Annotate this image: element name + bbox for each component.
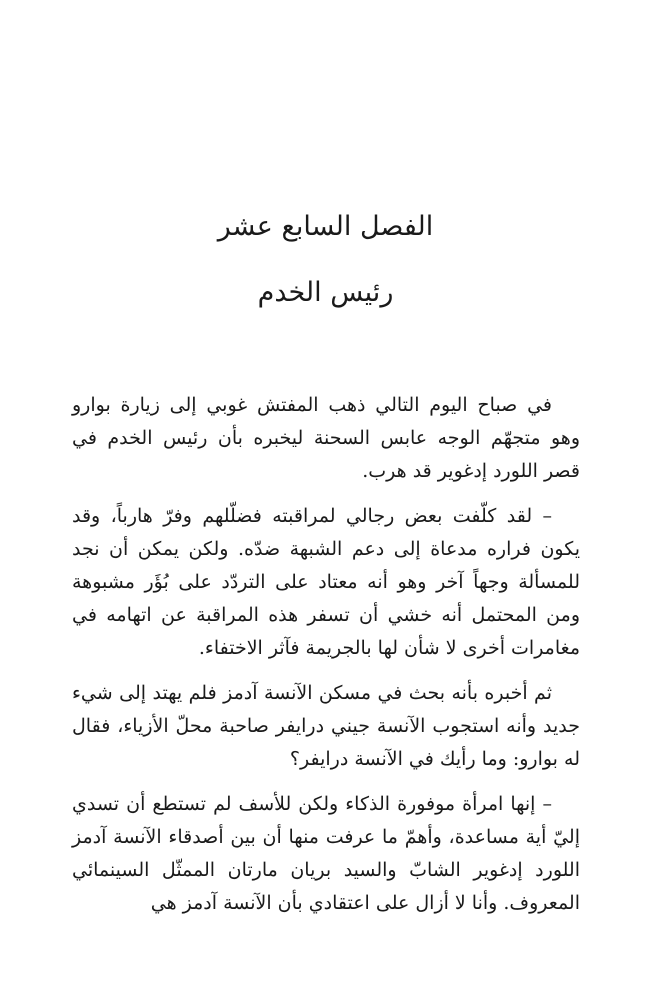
body-text [72, 389, 580, 932]
paragraph: ثم أخبره بأنه بحث في مسكن الآنسة آدمز فلم يهتد إلى شيء جديد وأنه استجوب الآنسة جيني درايفر صاحبة محلّ الأزياء، فقال له بوارو: وما رأيك في الآنسة درايفر؟ [72, 682, 580, 770]
paragraph: – إنها امرأة موفورة الذكاء ولكن للأسف لم تستطع أن تسدي إليّ أية مساعدة، وأهمّ ما عرفت منها أن بين أصدقاء الآنسة آدمز اللورد إدغوير الشابّ والسيد بريان مارتان الممثّل السينمائي المعروف. وأنا لا أزال على اعتقادي بأن الآنسة آدمز هي [72, 793, 580, 914]
chapter-number: الفصل السابع عشر [217, 211, 434, 242]
chapter-title: رئيس الخدم [257, 277, 394, 308]
paragraph: – لقد كلّفت بعض رجالي لمراقبته فضلّلهم وفرّ هارباً، وقد يكون فراره مدعاة إلى دعم الشبهة ضدّه. ولكن يمكن أن نجد للمسألة وجهاً آخر وهو أنه معتاد على التردّد على بُؤَر مشبوهة ومن المحتمل أنه خشي أن تسفر هذه المراقبة عن اتهامه في مغامرات أخرى لا شأن لها بالجريمة فآثر الاختفاء. [72, 505, 580, 659]
paragraph: في صباح اليوم التالي ذهب المفتش غوبي إلى زيارة بوارو وهو متجهّم الوجه عابس السحنة ليخبره بأن رئيس الخدم في قصر اللورد إدغوير قد هرب. [72, 394, 580, 482]
chapter-heading [0, 207, 651, 313]
